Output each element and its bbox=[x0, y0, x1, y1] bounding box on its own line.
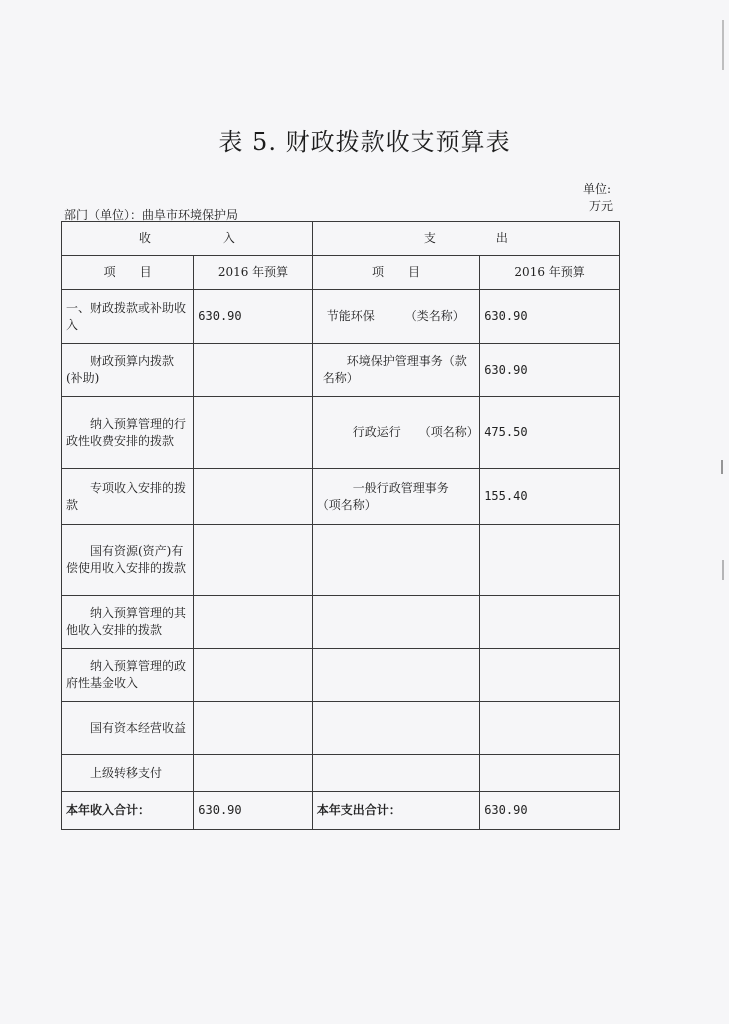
expense-budget-header: 2016 年预算 bbox=[480, 256, 620, 290]
income-item: 纳入预算管理的政府性基金收入 bbox=[62, 649, 194, 702]
income-value: 630.90 bbox=[194, 290, 312, 344]
income-item: 上级转移支付 bbox=[62, 755, 194, 792]
income-item: 财政预算内拨款(补助) bbox=[62, 344, 194, 397]
income-value bbox=[194, 755, 312, 792]
expense-value: 630.90 bbox=[480, 344, 620, 397]
expense-item: 行政运行 （项名称） bbox=[312, 397, 479, 469]
expense-value bbox=[480, 525, 620, 596]
expense-item bbox=[312, 525, 479, 596]
expense-value bbox=[480, 596, 620, 649]
total-income-label: 本年收入合计： bbox=[62, 792, 194, 830]
expense-item: 环境保护管理事务（款名称） bbox=[312, 344, 479, 397]
income-item: 纳入预算管理的其他收入安排的拨款 bbox=[62, 596, 194, 649]
income-item: 纳入预算管理的行政性收费安排的拨款 bbox=[62, 397, 194, 469]
expense-value: 475.50 bbox=[480, 397, 620, 469]
income-header: 收 入 bbox=[62, 222, 313, 256]
income-item: 国有资源(资产)有偿使用收入安排的拨款 bbox=[62, 525, 194, 596]
unit-value: 万元 bbox=[588, 199, 613, 213]
scan-edge-mark bbox=[722, 560, 724, 580]
income-value bbox=[194, 344, 312, 397]
expense-header: 支 出 bbox=[312, 222, 619, 256]
income-value bbox=[194, 469, 312, 525]
scan-edge-mark bbox=[722, 20, 724, 70]
total-income-value: 630.90 bbox=[194, 792, 312, 830]
table-row bbox=[62, 397, 620, 469]
scan-edge-mark bbox=[721, 460, 723, 474]
expense-value bbox=[480, 649, 620, 702]
income-value bbox=[194, 702, 312, 755]
table-row bbox=[62, 469, 620, 525]
table-subheader-row bbox=[62, 256, 620, 290]
expense-item: 节能环保 （类名称） bbox=[312, 290, 479, 344]
table-row bbox=[62, 344, 620, 397]
expense-item-header: 项 目 bbox=[312, 256, 479, 290]
income-value bbox=[194, 397, 312, 469]
income-item: 专项收入安排的拨款 bbox=[62, 469, 194, 525]
table-row bbox=[62, 755, 620, 792]
table-row bbox=[62, 290, 620, 344]
expense-item bbox=[312, 755, 479, 792]
expense-value: 155.40 bbox=[480, 469, 620, 525]
expense-item bbox=[312, 649, 479, 702]
table-row bbox=[62, 649, 620, 702]
unit-label: 单位: bbox=[582, 182, 611, 196]
page-title: 表 5. 财政拨款收支预算表 bbox=[218, 128, 511, 156]
total-row bbox=[62, 792, 620, 830]
total-expense-value: 630.90 bbox=[480, 792, 620, 830]
table-row bbox=[62, 525, 620, 596]
expense-value bbox=[480, 755, 620, 792]
total-expense-label: 本年支出合计： bbox=[312, 792, 479, 830]
table-header-row bbox=[62, 222, 620, 256]
expense-item: 一般行政管理事务 （项名称） bbox=[312, 469, 479, 525]
budget-table bbox=[61, 221, 620, 830]
income-item-header: 项 目 bbox=[62, 256, 194, 290]
expense-item bbox=[312, 702, 479, 755]
income-item: 一、财政拨款或补助收入 bbox=[62, 290, 194, 344]
expense-value: 630.90 bbox=[480, 290, 620, 344]
income-item: 国有资本经营收益 bbox=[62, 702, 194, 755]
income-value bbox=[194, 596, 312, 649]
expense-value bbox=[480, 702, 620, 755]
income-value bbox=[194, 649, 312, 702]
department-label: 部门（单位）：曲阜市环境保护局 bbox=[64, 208, 239, 222]
income-budget-header: 2016 年预算 bbox=[194, 256, 312, 290]
table-row bbox=[62, 596, 620, 649]
income-value bbox=[194, 525, 312, 596]
table-row bbox=[62, 702, 620, 755]
expense-item bbox=[312, 596, 479, 649]
